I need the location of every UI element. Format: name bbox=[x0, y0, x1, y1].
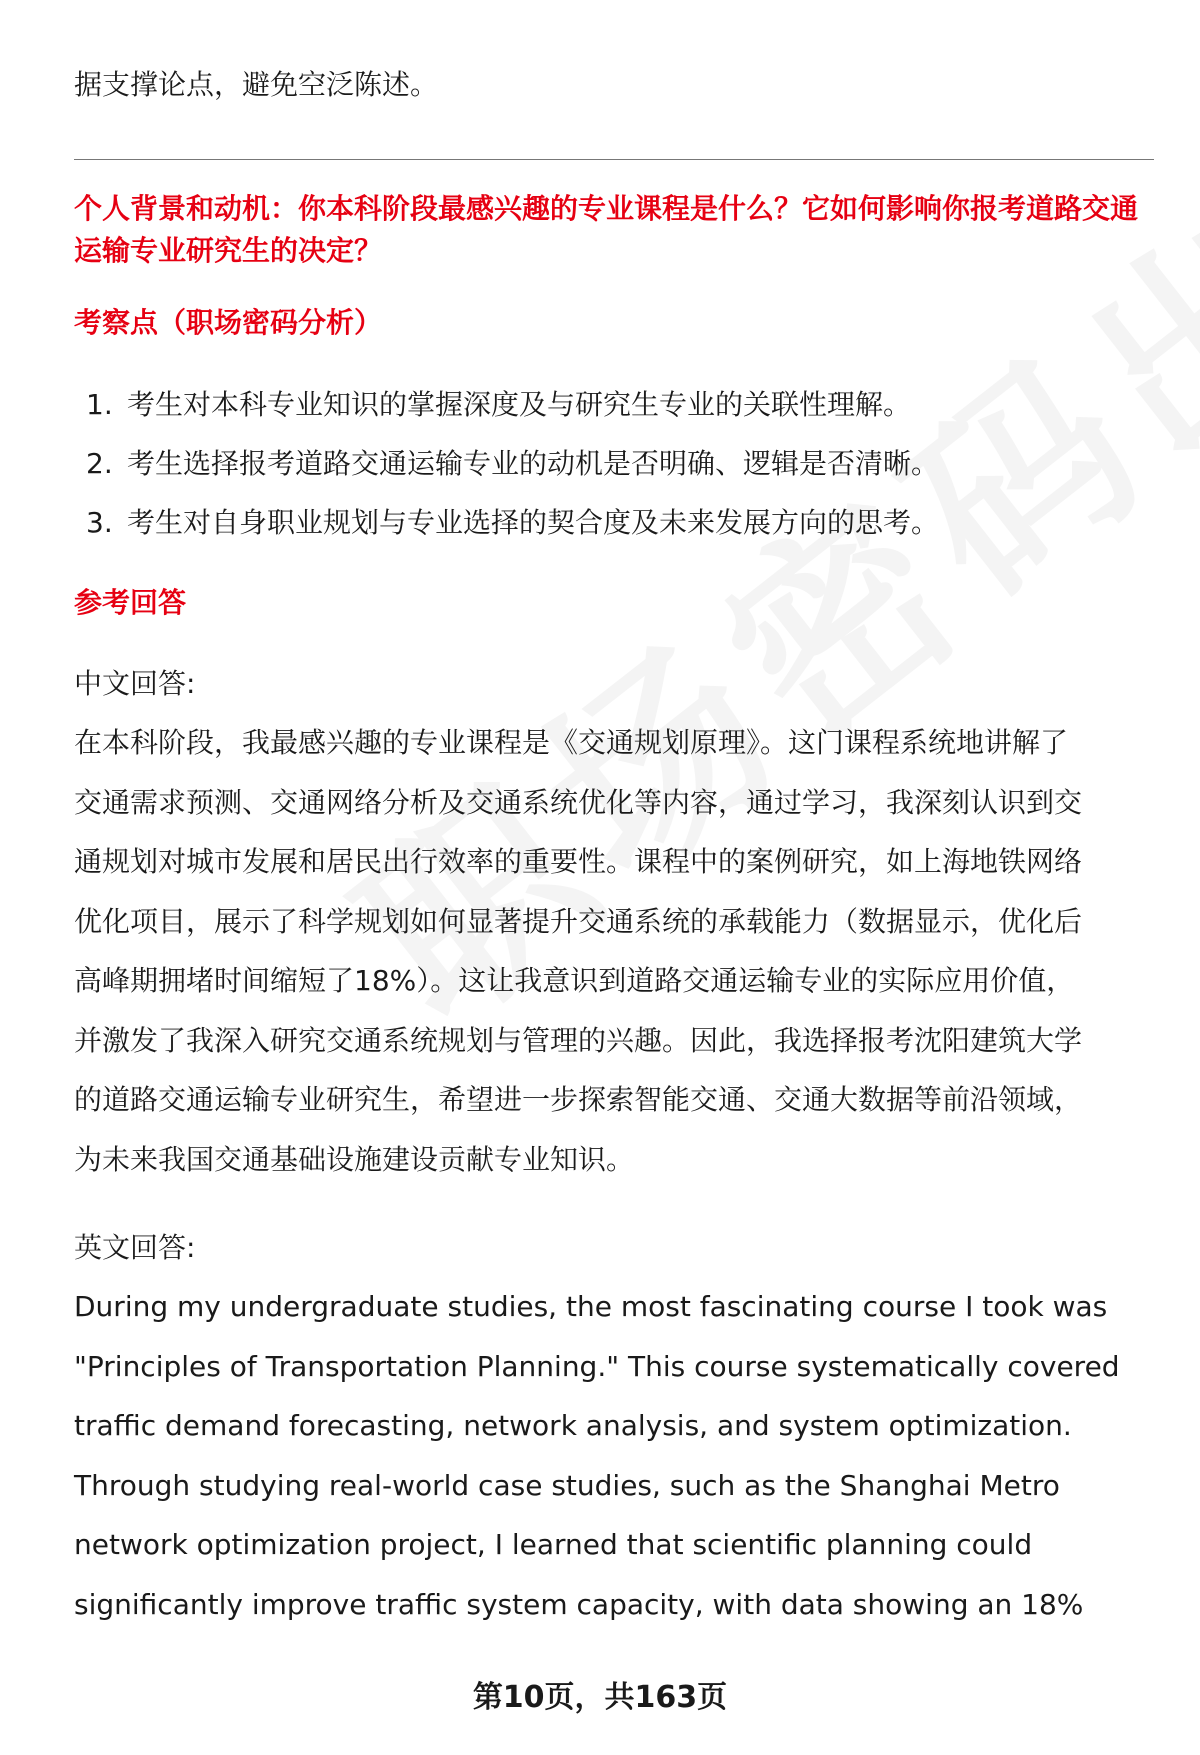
list-item-text: 考生选择报考道路交通运输专业的动机是否明确、逻辑是否清晰。 bbox=[127, 447, 940, 480]
chinese-answer-label: 中文回答: bbox=[74, 667, 196, 700]
paragraph-line: Through studying real-world case studies, such as the Shanghai Metro bbox=[74, 1468, 1060, 1502]
paragraph-line: traffic demand forecasting, network analysis, and system optimization. bbox=[74, 1409, 1072, 1442]
examine-points-list bbox=[74, 375, 1154, 552]
question-title: 个人背景和动机：你本科阶段最感兴趣的专业课程是什么？它如何影响你报考道路交通运输专业研究生的决定？ bbox=[74, 192, 1139, 267]
paragraph-line: "Principles of Transportation Planning." This course systematically covered bbox=[74, 1349, 1120, 1383]
english-answer-body bbox=[74, 1277, 1154, 1634]
list-item-text: 考生对自身职业规划与专业选择的契合度及未来发展方向的思考。 bbox=[127, 506, 940, 539]
paragraph-line: 的道路交通运输专业研究生，希望进一步探索智能交通、交通大数据等前沿领域， bbox=[74, 1083, 1083, 1116]
list-item-number: 3. bbox=[86, 506, 113, 539]
chinese-answer-body bbox=[74, 713, 1154, 1189]
list-item-number: 2. bbox=[86, 447, 113, 480]
paragraph-line: 交通需求预测、交通网络分析及交通系统优化等内容，通过学习，我深刻认识到交 bbox=[74, 785, 1083, 819]
section-divider bbox=[74, 159, 1154, 160]
intro-tail-text: 据支撑论点，避免空泛陈述。 bbox=[74, 68, 439, 101]
paragraph-line: During my undergraduate studies, the most fascinating course I took was bbox=[74, 1290, 1108, 1323]
paragraph-line: 通规划对城市发展和居民出行效率的重要性。课程中的案例研究，如上海地铁网络 bbox=[74, 845, 1083, 878]
list-item bbox=[74, 493, 1154, 552]
list-item-text: 考生对本科专业知识的掌握深度及与研究生专业的关联性理解。 bbox=[127, 388, 912, 421]
list-item bbox=[74, 434, 1154, 493]
paragraph-line: 优化项目，展示了科学规划如何显著提升交通系统的承载能力（数据显示，优化后 bbox=[74, 904, 1083, 938]
paragraph-line: network optimization project, I learned that scientific planning could bbox=[74, 1528, 1033, 1561]
list-item bbox=[74, 375, 1154, 434]
english-answer-label: 英文回答: bbox=[74, 1231, 196, 1264]
list-item-number: 1. bbox=[86, 388, 113, 421]
reference-heading: 参考回答 bbox=[74, 586, 187, 619]
paragraph-line: 为未来我国交通基础设施建设贡献专业知识。 bbox=[74, 1142, 635, 1176]
page-number-footer: 第10页，共163页 bbox=[472, 1680, 728, 1715]
paragraph-line: 并激发了我深入研究交通系统规划与管理的兴趣。因此，我选择报考沈阳建筑大学 bbox=[74, 1023, 1083, 1057]
paragraph-line: 高峰期拥堵时间缩短了18%）。这让我意识到道路交通运输专业的实际应用价值， bbox=[74, 964, 1075, 997]
examine-heading: 考察点（职场密码分析） bbox=[74, 306, 383, 339]
paragraph-line: 在本科阶段，我最感兴趣的专业课程是《交通规划原理》。这门课程系统地讲解了 bbox=[74, 726, 1069, 759]
paragraph-line: significantly improve traffic system capacity, with data showing an 18% bbox=[74, 1587, 1084, 1621]
